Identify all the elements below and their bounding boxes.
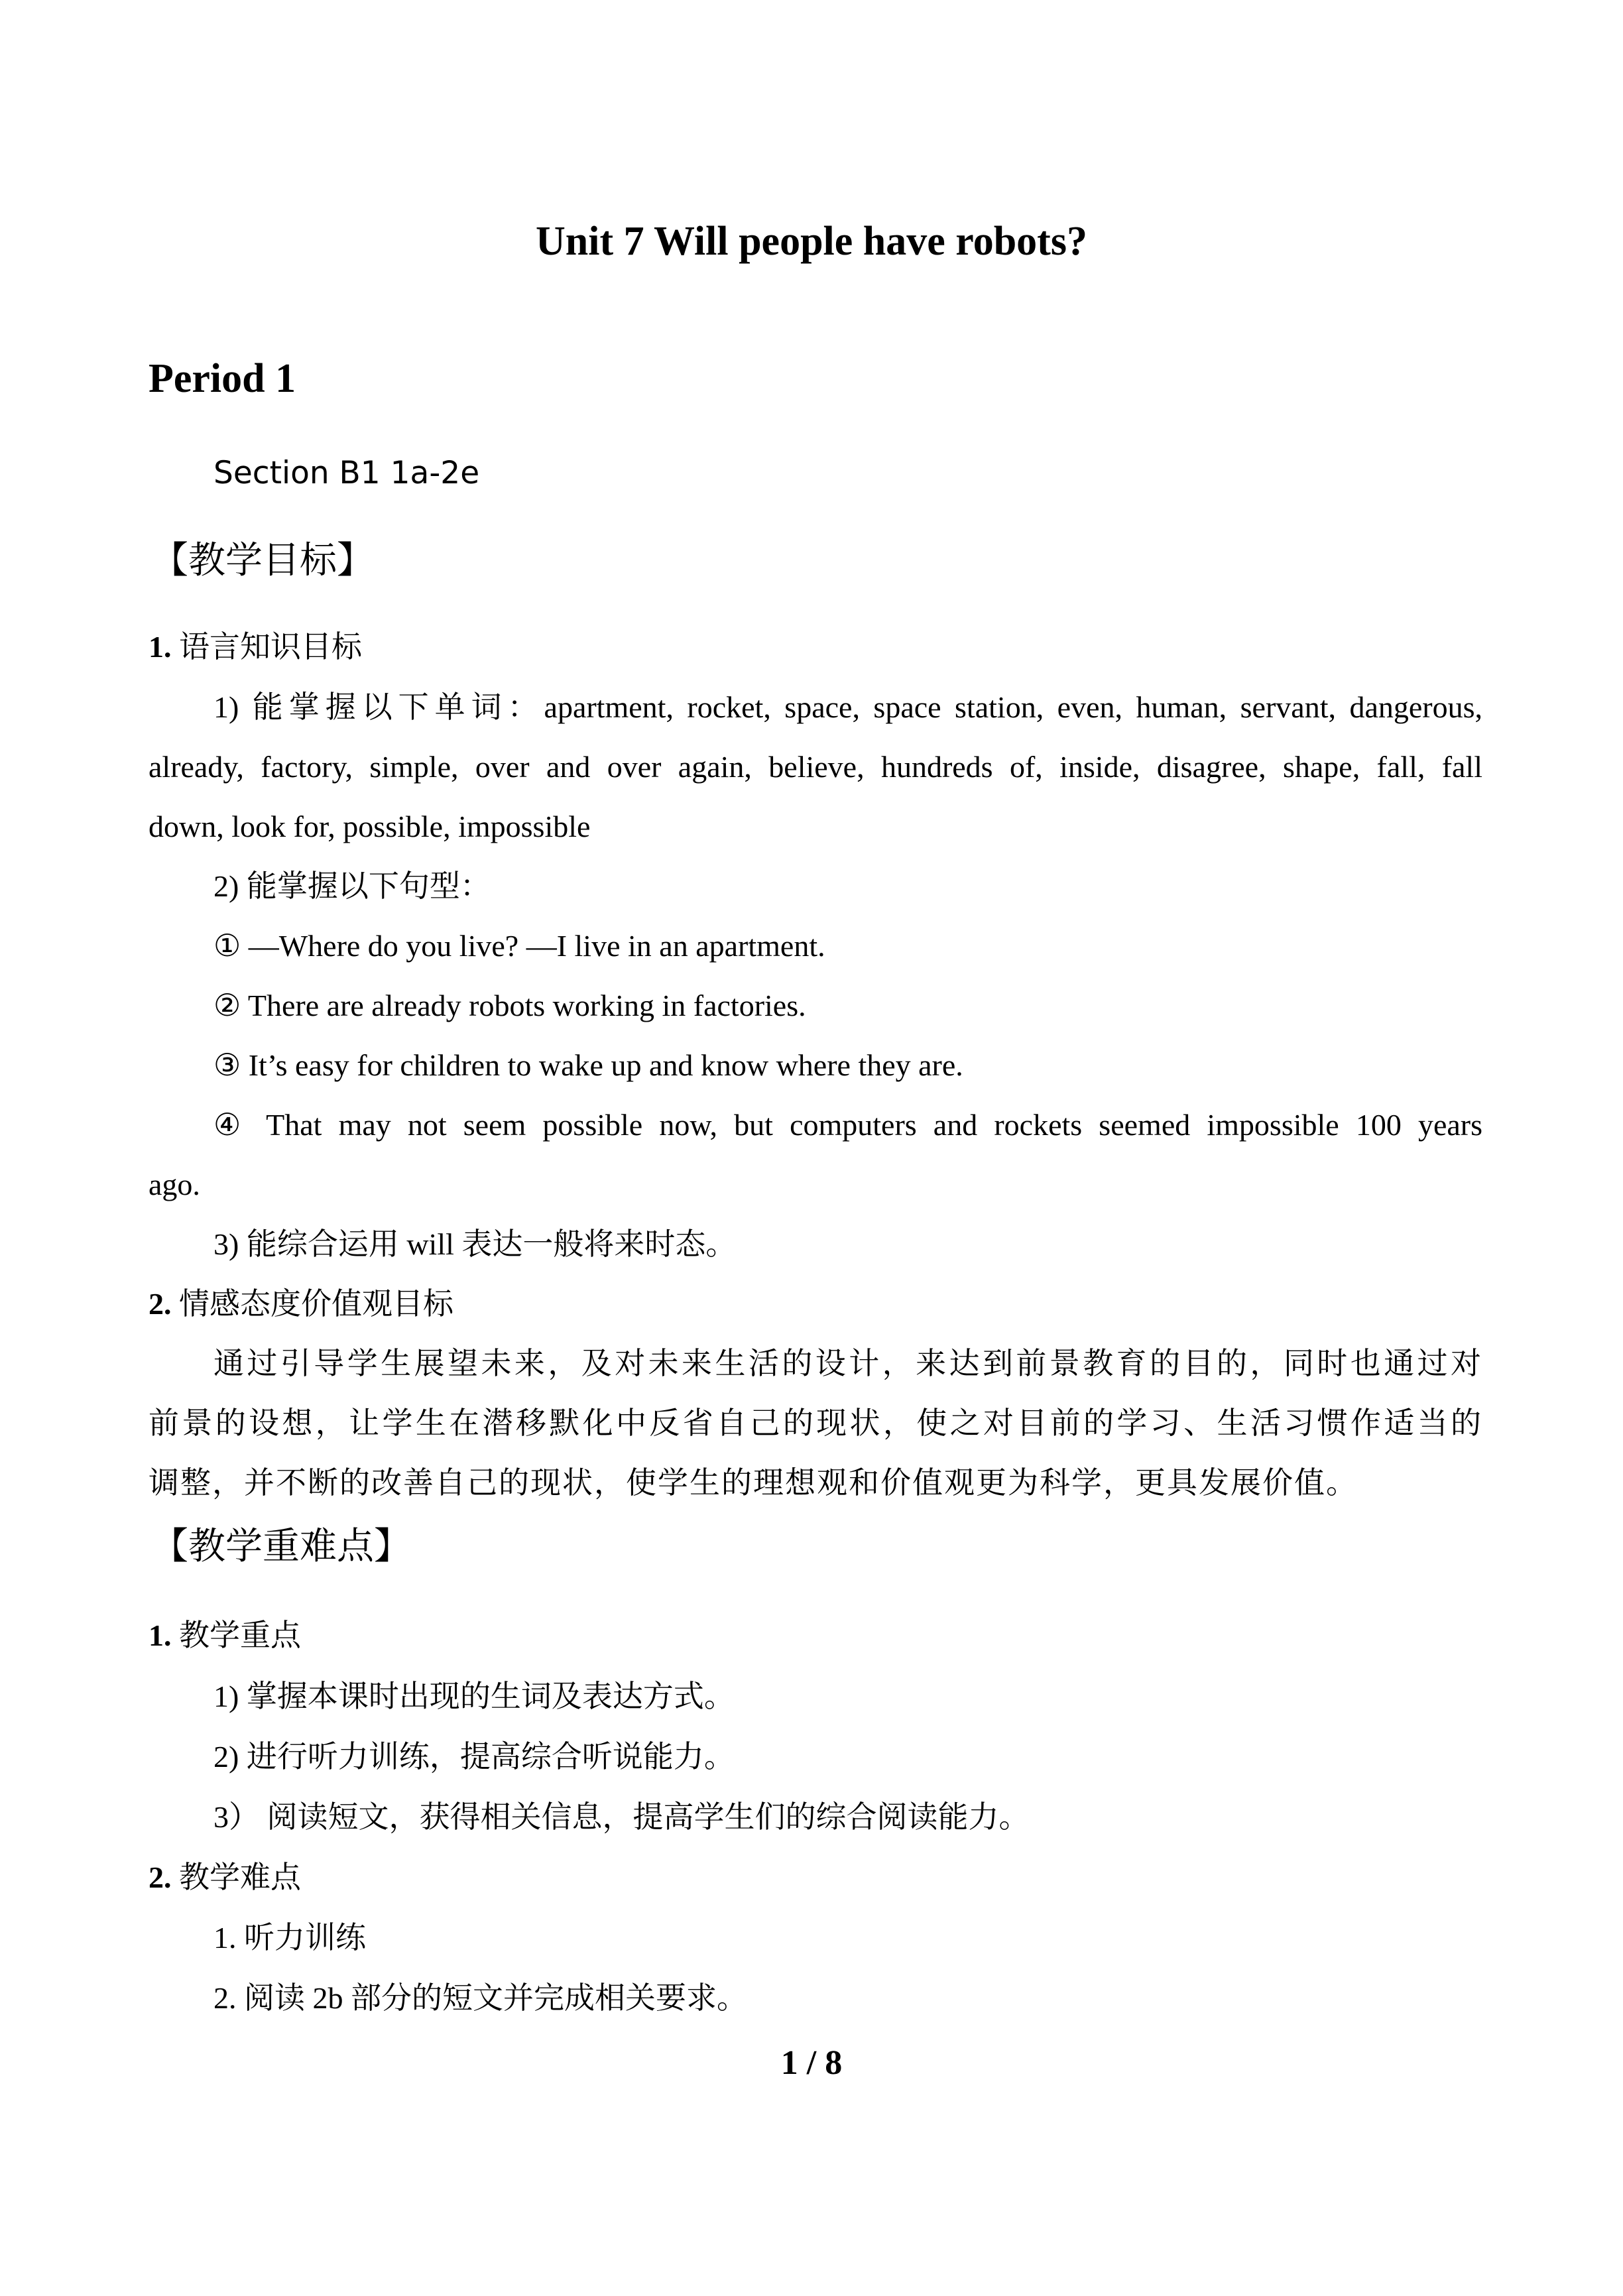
focus-heading: [149, 1620, 301, 1651]
patterns-label: 2) 能掌握以下句型：: [213, 869, 491, 903]
emotion-paragraph-line-3: 调整，并不断的改善自己的现状，使学生的理想观和价值观更为科学，更具发展价值。: [149, 1466, 1358, 1500]
focus-item-3: 3） 阅读短文，获得相关信息，提高学生们的综合阅读能力。: [213, 1800, 1030, 1834]
document-title: Unit 7 Will people have robots?: [536, 219, 1087, 264]
emotion-objective-title: 情感态度价值观目标: [179, 1287, 453, 1321]
language-objective-number: 1.: [149, 630, 172, 664]
section-label: Section B1 1a-2e: [213, 455, 480, 491]
key-points-heading: 【教学重难点】: [151, 1525, 411, 1568]
emotion-paragraph-line-2: 前景的设想，让学生在潜移默化中反省自己的现状，使之对目前的学习、生活习惯作适当的: [149, 1406, 1482, 1440]
difficulty-heading: [149, 1862, 301, 1893]
vocab-line-3: down, look for, possible, impossible: [149, 810, 591, 843]
pattern-2: ② There are already robots working in factories.: [213, 989, 806, 1022]
focus-title: 教学重点: [179, 1618, 301, 1652]
objectives-heading: 【教学目标】: [151, 539, 374, 582]
pattern-3: ③ It’s easy for children to wake up and know where they are.: [213, 1048, 963, 1082]
emotion-objective-number: 2.: [149, 1287, 172, 1321]
focus-item-1: 1) 掌握本课时出现的生词及表达方式。: [213, 1679, 735, 1713]
page-number: 1 / 8: [780, 2044, 843, 2082]
emotion-paragraph-line-1: 通过引导学生展望未来，及对未来生活的设计，来达到前景教育的目的，同时也通过对: [213, 1347, 1482, 1380]
will-tense-line: 3) 能综合运用 will 表达一般将来时态。: [213, 1227, 737, 1261]
pattern-4-line-2: ago.: [149, 1168, 200, 1201]
difficulty-item-1: 1. 听力训练: [213, 1921, 366, 1955]
difficulty-number: 2.: [149, 1860, 172, 1894]
difficulty-item-2: 2. 阅读 2b 部分的短文并完成相关要求。: [213, 1981, 747, 2015]
vocab-line-2: already, factory, simple, over and over again, believe, hundreds of, inside, disagree, shape, fall, fall: [149, 750, 1482, 784]
pattern-1: ① —Where do you live? —I live in an apartment.: [213, 929, 825, 963]
emotion-objective-heading: [149, 1289, 453, 1319]
language-objective-title: 语言知识目标: [179, 630, 362, 664]
pattern-4-line-1: ④ That may not seem possible now, but computers and rockets seemed impossible 100 years: [213, 1108, 1482, 1142]
period-heading: Period 1: [149, 356, 296, 401]
difficulty-title: 教学难点: [179, 1860, 301, 1894]
focus-item-2: 2) 进行听力训练，提高综合听说能力。: [213, 1740, 735, 1774]
vocab-line-1: 1) 能掌握以下单词：apartment, rocket, space, space station, even, human, servant, dangerous,: [213, 690, 1482, 724]
focus-number: 1.: [149, 1618, 172, 1652]
language-objective-heading: [149, 632, 362, 662]
